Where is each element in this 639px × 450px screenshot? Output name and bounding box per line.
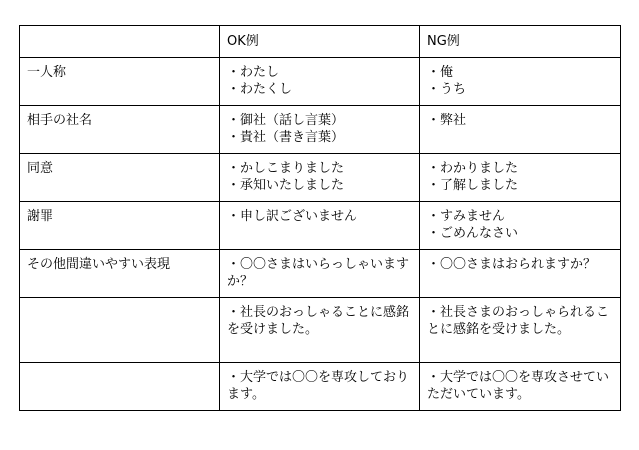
category-cell: 謝罪 xyxy=(20,202,220,250)
ng-cell: ・大学では〇〇を専攻させていただいています。 xyxy=(420,363,621,411)
category-cell: 相手の社名 xyxy=(20,106,220,154)
table-row xyxy=(20,106,621,154)
category-cell xyxy=(20,298,220,363)
ok-cell: ・かしこまりました ・承知いたしました xyxy=(220,154,420,202)
table-row xyxy=(20,298,621,363)
ok-cell: ・社長のおっしゃることに感銘を受けました。 xyxy=(220,298,420,363)
table-row xyxy=(20,58,621,106)
ng-cell: ・わかりました ・了解しました xyxy=(420,154,621,202)
category-cell: 同意 xyxy=(20,154,220,202)
ng-cell: ・〇〇さまはおられますか？ xyxy=(420,250,621,298)
header-ng-example: NG例 xyxy=(420,26,621,58)
ng-cell: ・すみません ・ごめんなさい xyxy=(420,202,621,250)
ok-cell: ・大学では〇〇を専攻しております。 xyxy=(220,363,420,411)
table-header-row xyxy=(20,26,621,58)
ok-cell: ・申し訳ございません xyxy=(220,202,420,250)
ok-cell: ・御社（話し言葉） ・貴社（書き言葉） xyxy=(220,106,420,154)
header-category xyxy=(20,26,220,58)
ok-cell: ・わたし ・わたくし xyxy=(220,58,420,106)
ng-cell: ・弊社 xyxy=(420,106,621,154)
header-ok-example: OK例 xyxy=(220,26,420,58)
expression-comparison-table xyxy=(19,25,621,411)
category-cell xyxy=(20,363,220,411)
category-cell: その他間違いやすい表現 xyxy=(20,250,220,298)
category-cell: 一人称 xyxy=(20,58,220,106)
table-row xyxy=(20,250,621,298)
table-row xyxy=(20,154,621,202)
table-row xyxy=(20,363,621,411)
ok-cell: ・〇〇さまはいらっしゃいますか？ xyxy=(220,250,420,298)
ng-cell: ・俺 ・うち xyxy=(420,58,621,106)
table-row xyxy=(20,202,621,250)
ng-cell: ・社長さまのおっしゃられることに感銘を受けました。 xyxy=(420,298,621,363)
